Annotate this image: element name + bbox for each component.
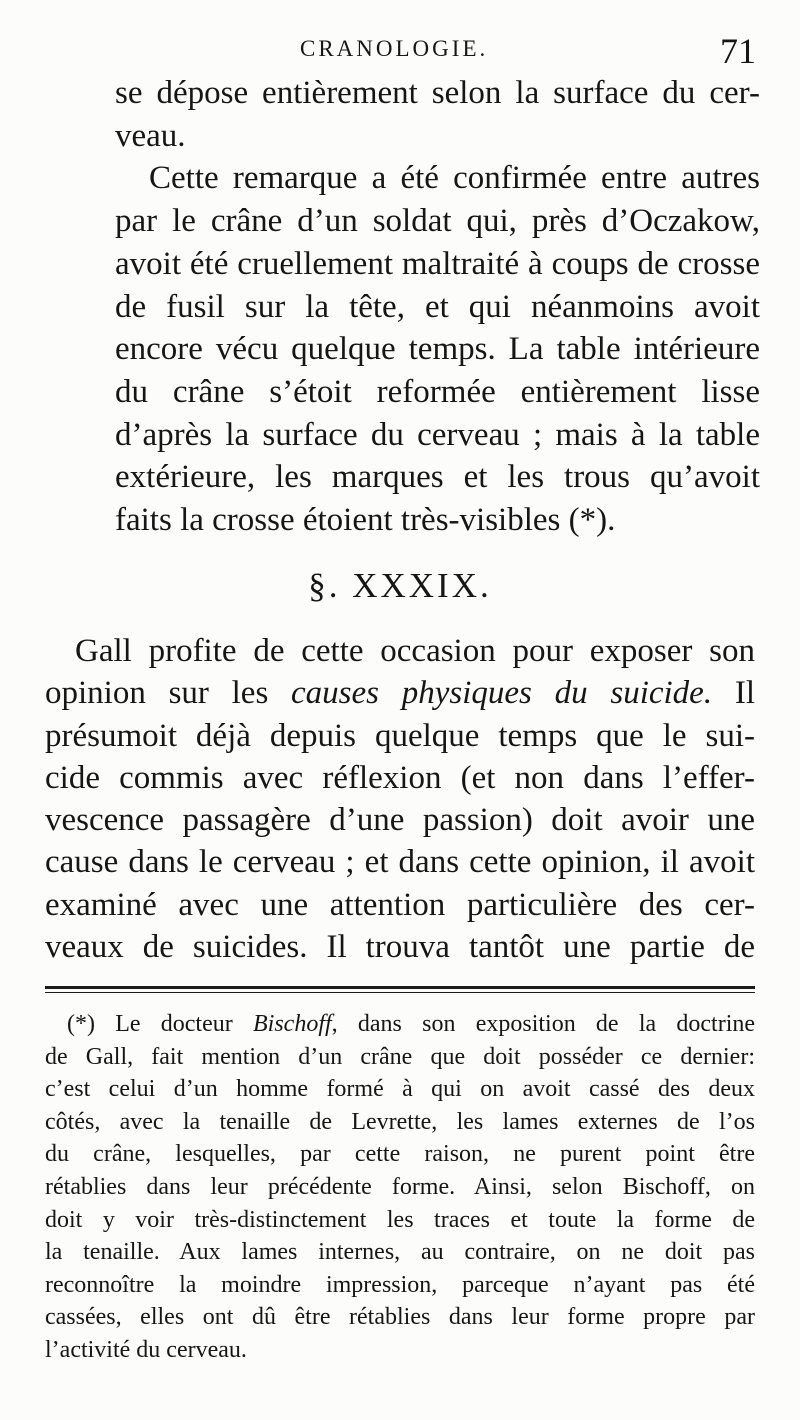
footnote-rule-thin xyxy=(45,992,755,993)
text-line: cause dans le cerveau ; et dans cette opinion, il avoit xyxy=(45,844,755,881)
text-segment: Il xyxy=(734,675,755,712)
page-number: 71 xyxy=(720,31,756,71)
text-line: veau. xyxy=(115,117,186,154)
text-line: avoit été cruellement maltraité à coups de crosse xyxy=(115,245,760,282)
footnote-line: rétablies dans leur précédente forme. Ainsi, selon Bischoff, on xyxy=(45,1173,755,1200)
paragraph-block-1 xyxy=(115,72,760,542)
text-line: du crâne s’étoit reformée entièrement lisse xyxy=(115,373,760,410)
footnote-line: reconnoître la moindre impression, parceque n’ayant pas été xyxy=(45,1271,755,1298)
text-line: Cette remarque a été confirmée entre autres xyxy=(149,160,760,197)
text-line: veaux de suicides. Il trouva tantôt une partie de xyxy=(45,929,755,966)
italic-name: Bischoff xyxy=(253,1011,332,1037)
text-segment: , dans son exposition de la doctrine xyxy=(331,1011,756,1037)
footnote-line: c’est celui d’un homme formé à qui on avoit cassé des deux xyxy=(45,1076,755,1103)
text-line-with-italic xyxy=(45,672,755,714)
text-line: présumoit déjà depuis quelque temps que le sui- xyxy=(45,717,755,754)
text-line: extérieure, les marques et les trous qu’avoit xyxy=(115,459,760,496)
text-line: cide commis avec réflexion (et non dans l’effer- xyxy=(45,759,755,796)
footnote-rule xyxy=(45,986,755,989)
text-line: par le crâne d’un soldat qui, près d’Oczakow, xyxy=(115,203,760,240)
text-line: se dépose entièrement selon la surface du cer- xyxy=(115,75,760,111)
text-segment: (*) Le docteur xyxy=(67,1011,233,1037)
italic-phrase: causes physiques du suicide. xyxy=(291,675,713,712)
text-segment: opinion sur les xyxy=(45,675,269,712)
footnote-line: cassées, elles ont dû être rétablies dans leur forme propre par xyxy=(45,1304,755,1331)
text-line: faits la crosse étoient très-visibles (*). xyxy=(115,502,616,539)
running-title: CRANOLOGIE. xyxy=(300,36,489,61)
footnote-line-with-italic xyxy=(45,1008,755,1041)
footnote-line: l’activité du cerveau. xyxy=(45,1336,247,1363)
footnote-line: côtés, avec la tenaille de Levrette, les lames externes de l’os xyxy=(45,1108,755,1135)
text-line: Gall profite de cette occasion pour exposer son xyxy=(75,633,755,669)
footnote-line: de Gall, fait mention d’un crâne que doit posséder ce dernier: xyxy=(45,1043,755,1070)
text-line: vescence passagère d’une passion) doit avoir une xyxy=(45,802,755,839)
text-line: de fusil sur la tête, et qui néanmoins avoit xyxy=(115,288,760,325)
text-line: d’après la surface du cerveau ; mais à la table xyxy=(115,416,760,453)
text-line: encore vécu quelque temps. La table intérieure xyxy=(115,331,760,368)
section-heading: §. XXXIX. xyxy=(308,566,492,605)
footnote-line: du crâne, lesquelles, par cette raison, ne purent point être xyxy=(45,1141,755,1168)
text-line: examiné avec une attention particulière des cer- xyxy=(45,886,755,923)
footnote-line: la tenaille. Aux lames internes, au contraire, on ne doit pas xyxy=(45,1239,755,1266)
page-header xyxy=(0,28,800,78)
footnote xyxy=(45,1008,755,1367)
footnote-line: doit y voir très-distinctement les traces et toute la forme de xyxy=(45,1206,755,1233)
paragraph-block-2 xyxy=(45,630,755,968)
